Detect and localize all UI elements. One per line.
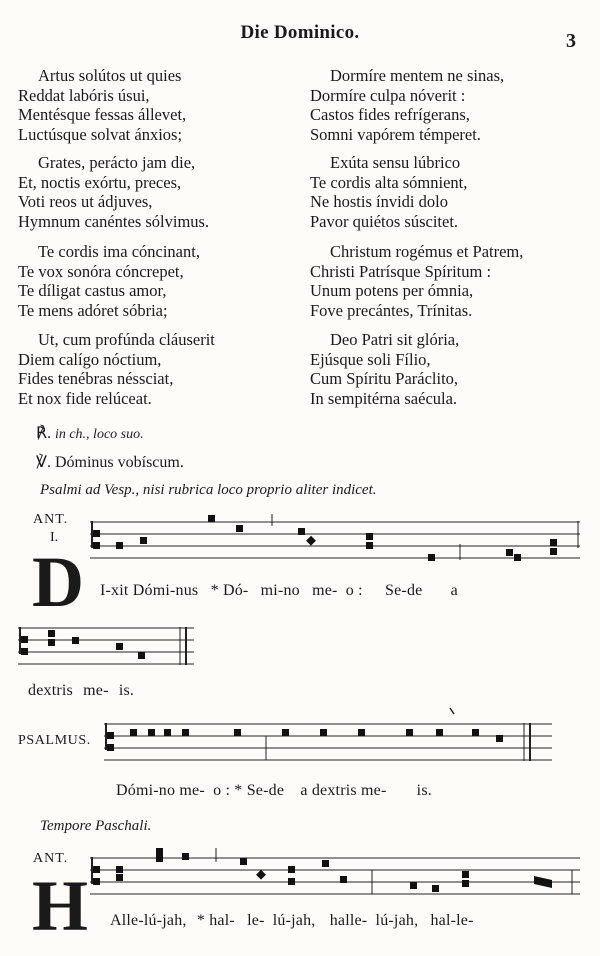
lyric-syllable: * Dó-	[210, 582, 249, 599]
neume-note	[182, 853, 189, 860]
neume-note	[320, 729, 327, 736]
antiphon-1-staff-line-2	[18, 624, 198, 674]
neume-note	[514, 554, 521, 561]
psalm-tone-staff	[104, 720, 556, 772]
neume-note	[140, 537, 147, 544]
neume-note	[462, 871, 469, 878]
hymn-line: Christi Patrísque Spíritum :	[310, 261, 492, 281]
lyric-syllable: Se-de	[385, 582, 423, 599]
responsory	[36, 423, 144, 443]
page-title: Die Dominico.	[240, 22, 360, 43]
neume-note	[472, 729, 479, 736]
hymn-line: Luctúsque solvat ánxios;	[18, 124, 183, 144]
antiphon-label: ANT.	[33, 851, 69, 866]
hymn-line: Te mens adóret sóbria;	[18, 300, 168, 320]
neume-note	[48, 630, 55, 637]
hymn-line: Deo Patri sit glória,	[330, 330, 460, 349]
hymn-line: Dormíre mentem ne sinas,	[330, 66, 505, 85]
neume-note	[288, 878, 295, 885]
neume-note	[550, 539, 557, 546]
hymn-stanza	[310, 242, 523, 320]
neume-note	[506, 549, 513, 556]
hymn-line: Et nox fide relúceat.	[18, 388, 152, 408]
neume-note	[116, 643, 123, 650]
responsory-text: in ch., loco suo.	[54, 427, 144, 442]
antiphon-label: ANT.	[33, 512, 69, 527]
hymn-stanza	[18, 66, 186, 144]
neume-note	[130, 729, 137, 736]
hymn-line: Te vox sonóra cóncrepet,	[18, 261, 184, 281]
neume-note	[298, 528, 305, 535]
responsory-symbol: ℟.	[36, 425, 51, 442]
drop-capital: H	[32, 866, 89, 946]
hymn-line: In sempitérna saécula.	[310, 388, 458, 408]
psalms-rubric: Psalmi ad Vesp., nisi rubrica loco proprio aliter indicet.	[40, 482, 377, 498]
hymn-stanza	[310, 330, 459, 408]
neume-note	[164, 729, 171, 736]
versicle	[36, 452, 184, 472]
neume-note	[428, 554, 435, 561]
lyric-syllable: o : * Se-de	[213, 782, 285, 799]
lyric-syllable: lú-jah,	[272, 912, 316, 929]
lyric-syllable: Dómi-no me-	[116, 782, 205, 799]
lyric-syllable: a dextris me-	[300, 782, 387, 799]
neume-note	[156, 855, 163, 862]
neume-note	[462, 880, 469, 887]
versicle-text: Dóminus vobíscum.	[54, 454, 184, 471]
lyric-syllable: o :	[345, 582, 363, 599]
page-number: 3	[566, 30, 576, 52]
neume-note	[256, 870, 266, 880]
hymn-line: Ut, cum profúnda cláuserit	[38, 330, 215, 349]
lyrics-line	[116, 782, 432, 800]
lyric-syllable: hal-le-	[430, 912, 474, 929]
antiphon-1-staff-line-1	[90, 518, 582, 578]
lyric-syllable: lú-jah,	[375, 912, 419, 929]
neume-note	[182, 729, 189, 736]
hymn-line: Hymnum canéntes sólvimus.	[18, 211, 210, 231]
lyric-syllable: is.	[118, 682, 135, 699]
c-clef-icon	[93, 866, 100, 873]
neume-note	[432, 885, 439, 892]
hymn-line: Mentésque fessas állevet,	[18, 105, 187, 124]
versicle-symbol: ℣.	[36, 454, 51, 471]
hymn-line: Fove precántes, Trínitas.	[310, 300, 473, 320]
hymn-stanza	[18, 153, 209, 231]
neume-note	[496, 735, 503, 742]
neume-note	[358, 729, 365, 736]
hymn-line: Voti reos ut ádjuves,	[18, 192, 153, 211]
neume-note	[436, 729, 443, 736]
neume-note	[306, 536, 316, 546]
lyric-syllable: me-	[312, 582, 338, 599]
c-clef-icon	[21, 636, 28, 643]
hymn-line: Christum rogémus et Patrem,	[330, 242, 524, 261]
neume-note	[236, 525, 243, 532]
antiphon-2-staff	[90, 854, 582, 910]
lyric-syllable: dextris	[28, 682, 73, 699]
neume-ligature	[534, 876, 552, 888]
neume-note	[116, 874, 123, 881]
hymn-line: Unum potens per ómnia,	[310, 281, 474, 300]
hymn-line: Ejúsque soli Fílio,	[310, 349, 431, 369]
lyric-syllable: I-xit Dómi-nus	[100, 582, 199, 599]
neume-note	[406, 729, 413, 736]
hymn-line: Dormíre culpa nóverit :	[310, 85, 466, 105]
neume-note	[156, 848, 163, 855]
antiphon-number: I.	[50, 530, 59, 545]
neume-note	[550, 548, 557, 555]
hymn-stanza	[18, 242, 200, 320]
lyric-syllable: * hal-	[196, 912, 235, 929]
hymn-line: Te cordis alta sómnient,	[310, 172, 468, 192]
hymn-line: Artus solútos ut quies	[38, 66, 182, 85]
lyric-syllable: a	[450, 582, 458, 599]
psalmus-label: PSALMUS.	[18, 733, 91, 748]
neume-note	[48, 639, 55, 646]
neume-note	[138, 652, 145, 659]
neume-note	[116, 866, 123, 873]
c-clef-icon	[93, 530, 100, 537]
neume-note	[72, 637, 79, 644]
neume-note	[116, 542, 123, 549]
hymn-stanza	[310, 66, 504, 144]
neume-note	[322, 860, 329, 867]
hymn-line: Ne hostis ínvidi dolo	[310, 192, 448, 211]
neume-note	[234, 729, 241, 736]
lyric-syllable: is.	[416, 782, 432, 799]
paschal-rubric: Tempore Paschali.	[40, 818, 152, 834]
drop-capital: D	[32, 542, 84, 622]
hymn-line: Fides tenébras néssciat,	[18, 369, 174, 388]
neume-note	[282, 729, 289, 736]
hymn-line: Grates, perácto jam die,	[38, 153, 196, 172]
lyrics-line	[110, 912, 474, 930]
hymn-line: Pavor quiétos súscitet.	[310, 211, 459, 231]
hymn-line: Somni vapórem témperet.	[310, 124, 481, 144]
hymn-line: Et, noctis exórtu, preces,	[18, 172, 182, 192]
neume-note	[148, 729, 155, 736]
lyrics-line	[100, 582, 458, 600]
hymn-stanza	[310, 153, 467, 231]
hymn-line: Te díligat castus amor,	[18, 281, 167, 300]
hymn-line: Exúta sensu lúbrico	[330, 153, 461, 172]
lyric-syllable: me-	[83, 682, 109, 699]
lyric-syllable: halle-	[329, 912, 368, 929]
hymn-line: Diem calígo nóctium,	[18, 349, 162, 369]
lyric-syllable: Alle-lú-jah,	[110, 912, 187, 929]
neume-note	[340, 876, 347, 883]
neume-note	[208, 515, 215, 522]
neume-note	[366, 542, 373, 549]
hymn-stanza	[18, 330, 215, 408]
neume-note	[366, 533, 373, 540]
lyric-syllable: mi-no	[260, 582, 300, 599]
hymn-line: Reddat labóris úsui,	[18, 85, 150, 105]
neume-note	[410, 882, 417, 889]
neume-note	[288, 866, 295, 873]
hymn-line: Te cordis ima cóncinant,	[38, 242, 200, 261]
hymn-line: Castos fides refrígerans,	[310, 105, 470, 124]
lyrics-line	[28, 682, 134, 700]
c-clef-icon	[107, 732, 114, 739]
neume-note	[240, 858, 247, 865]
lyric-syllable: le-	[247, 912, 265, 929]
hymn-line: Cum Spíritu Paráclito,	[310, 369, 459, 388]
